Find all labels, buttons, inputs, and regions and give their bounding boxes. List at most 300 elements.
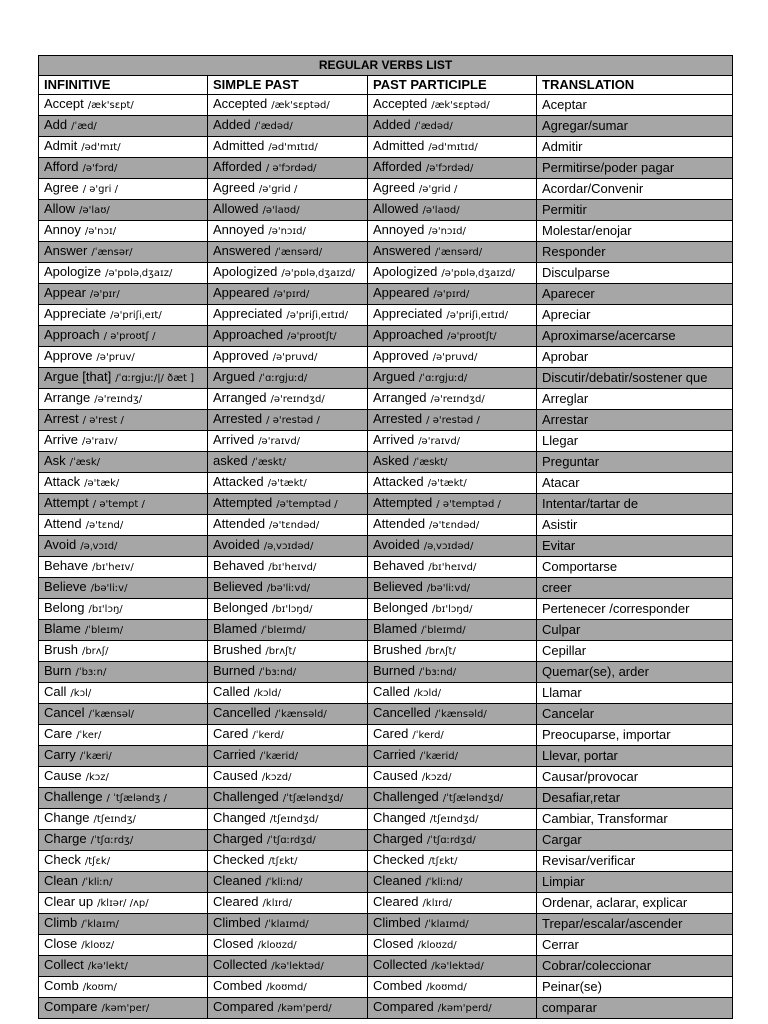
infinitive-cell <box>39 536 208 557</box>
past-participle-phonetic: /ə'pruvd/ <box>432 352 478 364</box>
infinitive-word: Brush <box>44 642 78 658</box>
infinitive-phonetic: /ˈɑːrgjuː/|/ ðæt ] <box>115 373 195 385</box>
infinitive-phonetic: /kloʊz/ <box>81 940 115 952</box>
simple-past-phonetic: /kɔzd/ <box>261 772 292 784</box>
table-row <box>39 95 733 116</box>
table-row <box>39 347 733 368</box>
simple-past-word: Combed <box>213 978 263 994</box>
simple-past-phonetic: /kə'lektəd/ <box>271 961 324 973</box>
simple-past-phonetic: /ˈɑːrgjuːd/ <box>258 373 308 385</box>
infinitive-cell <box>39 704 208 725</box>
simple-past-phonetic: /ə'reɪndʒd/ <box>270 394 325 406</box>
infinitive-phonetic: /əˌvɔɪd/ <box>80 541 118 553</box>
simple-past-cell <box>208 284 368 305</box>
past-participle-cell <box>368 599 537 620</box>
past-participle-word: Attacked <box>373 474 424 490</box>
infinitive-phonetic: /bɪ'heɪv/ <box>92 562 134 574</box>
infinitive-cell <box>39 578 208 599</box>
infinitive-word: Agree <box>44 180 79 196</box>
infinitive-word: Behave <box>44 558 89 574</box>
table-row <box>39 704 733 725</box>
past-participle-cell <box>368 914 537 935</box>
past-participle-phonetic: /kəm'perd/ <box>437 1003 492 1015</box>
infinitive-phonetic: /ə'tɛnd/ <box>85 520 124 532</box>
table-row <box>39 683 733 704</box>
simple-past-phonetic: /ˈbleɪmd/ <box>261 625 306 637</box>
infinitive-cell <box>39 242 208 263</box>
table-row <box>39 200 733 221</box>
infinitive-word: Cancel <box>44 705 85 721</box>
simple-past-phonetic: /kloʊzd/ <box>257 940 297 952</box>
infinitive-cell <box>39 851 208 872</box>
infinitive-word: Arrange <box>44 390 91 406</box>
infinitive-word: Attend <box>44 516 82 532</box>
translation-cell: Llevar, portar <box>537 746 733 767</box>
translation-cell: Limpiar <box>537 872 733 893</box>
simple-past-phonetic: /əd'mɪtɪd/ <box>268 142 318 154</box>
past-participle-cell <box>368 116 537 137</box>
past-participle-word: Annoyed <box>373 222 425 238</box>
infinitive-cell <box>39 746 208 767</box>
infinitive-cell <box>39 599 208 620</box>
simple-past-word: Burned <box>213 663 255 679</box>
simple-past-phonetic: /ˈædəd/ <box>254 121 293 133</box>
translation-cell: Cambiar, Transformar <box>537 809 733 830</box>
simple-past-phonetic: /ˈænsərd/ <box>274 247 323 259</box>
table-row <box>39 662 733 683</box>
header-translation: TRANSLATION <box>537 75 733 95</box>
past-participle-phonetic: /kɔzd/ <box>421 772 452 784</box>
translation-cell: Comportarse <box>537 557 733 578</box>
simple-past-phonetic: /ə'raɪvd/ <box>258 436 301 448</box>
simple-past-word: Caused <box>213 768 258 784</box>
infinitive-word: Clean <box>44 873 78 889</box>
table-row <box>39 158 733 179</box>
infinitive-word: Collect <box>44 957 84 973</box>
infinitive-cell <box>39 956 208 977</box>
infinitive-cell <box>39 95 208 116</box>
infinitive-phonetic: /ə'reɪndʒ/ <box>94 394 143 406</box>
translation-cell: Atacar <box>537 473 733 494</box>
infinitive-cell <box>39 641 208 662</box>
infinitive-word: Change <box>44 810 90 826</box>
simple-past-phonetic: /ˈklaɪmd/ <box>264 919 309 931</box>
table-row <box>39 935 733 956</box>
table-row <box>39 872 733 893</box>
translation-cell: Cepillar <box>537 641 733 662</box>
table-row <box>39 620 733 641</box>
past-participle-cell <box>368 956 537 977</box>
simple-past-cell <box>208 704 368 725</box>
infinitive-cell <box>39 410 208 431</box>
simple-past-word: Changed <box>213 810 266 826</box>
simple-past-phonetic: /ˈkænsəld/ <box>274 709 327 721</box>
simple-past-word: Called <box>213 684 250 700</box>
simple-past-word: Cleaned <box>213 873 262 889</box>
table-row <box>39 263 733 284</box>
infinitive-word: Annoy <box>44 222 81 238</box>
infinitive-word: Add <box>44 117 68 133</box>
past-participle-cell <box>368 263 537 284</box>
past-participle-cell <box>368 935 537 956</box>
infinitive-cell <box>39 158 208 179</box>
table-row <box>39 578 733 599</box>
simple-past-word: Checked <box>213 852 265 868</box>
past-participle-cell <box>368 704 537 725</box>
simple-past-word: asked <box>213 453 248 469</box>
translation-cell: Cargar <box>537 830 733 851</box>
past-participle-phonetic: /ˈkænsəld/ <box>434 709 487 721</box>
past-participle-cell <box>368 683 537 704</box>
past-participle-word: Burned <box>373 663 415 679</box>
simple-past-word: Arrested <box>213 411 263 427</box>
simple-past-phonetic: /əˌvɔɪdəd/ <box>263 541 314 553</box>
table-row <box>39 557 733 578</box>
simple-past-phonetic: /ə'pɪrd/ <box>273 289 310 301</box>
simple-past-word: Appreciated <box>213 306 283 322</box>
past-participle-cell <box>368 662 537 683</box>
infinitive-cell <box>39 368 208 389</box>
infinitive-cell <box>39 725 208 746</box>
infinitive-cell <box>39 872 208 893</box>
past-participle-phonetic: /ə'tækt/ <box>427 478 467 490</box>
past-participle-word: Answered <box>373 243 431 259</box>
past-participle-word: Brushed <box>373 642 422 658</box>
infinitive-phonetic: /ˈæsk/ <box>69 457 100 469</box>
simple-past-cell <box>208 536 368 557</box>
simple-past-word: Arrived <box>213 432 255 448</box>
table-row <box>39 473 733 494</box>
past-participle-word: Believed <box>373 579 423 595</box>
past-participle-phonetic: /ə'pɒləˌdʒaɪzd/ <box>441 268 515 280</box>
infinitive-word: Argue [that] <box>44 369 112 385</box>
infinitive-word: Ask <box>44 453 66 469</box>
simple-past-word: Accepted <box>213 96 268 112</box>
past-participle-phonetic: /kloʊzd/ <box>417 940 457 952</box>
infinitive-word: Climb <box>44 915 78 931</box>
simple-past-word: Approved <box>213 348 269 364</box>
simple-past-phonetic: /klɪrd/ <box>262 898 292 910</box>
past-participle-phonetic: /tʃeɪndʒd/ <box>429 814 479 826</box>
table-row <box>39 305 733 326</box>
simple-past-cell <box>208 158 368 179</box>
simple-past-cell <box>208 914 368 935</box>
simple-past-phonetic: /ˈkliːnd/ <box>265 877 303 889</box>
simple-past-phonetic: /ˈtʃæləndʒd/ <box>282 793 344 805</box>
past-participle-word: Cleaned <box>373 873 422 889</box>
past-participle-cell <box>368 242 537 263</box>
simple-past-phonetic: /ə'pruvd/ <box>272 352 318 364</box>
translation-cell: Asistir <box>537 515 733 536</box>
simple-past-cell <box>208 830 368 851</box>
past-participle-cell <box>368 830 537 851</box>
simple-past-phonetic: /ə'laʊd/ <box>262 205 300 217</box>
past-participle-phonetic: /ə'priʃiˌeɪtɪd/ <box>446 310 509 322</box>
simple-past-phonetic: /ə'temptəd / <box>276 499 338 511</box>
infinitive-word: Afford <box>44 159 79 175</box>
table-row <box>39 515 733 536</box>
simple-past-word: Charged <box>213 831 263 847</box>
translation-cell: Permitirse/poder pagar <box>537 158 733 179</box>
infinitive-phonetic: / ə'proʊtʃ / <box>103 331 156 343</box>
infinitive-word: Attack <box>44 474 81 490</box>
infinitive-word: Close <box>44 936 78 952</box>
past-participle-phonetic: /ˈænsərd/ <box>434 247 483 259</box>
simple-past-word: Argued <box>213 369 255 385</box>
translation-cell: Cobrar/coleccionar <box>537 956 733 977</box>
past-participle-phonetic: /tʃɛkt/ <box>428 856 458 868</box>
simple-past-phonetic: /æk'sɛptəd/ <box>271 100 330 112</box>
infinitive-phonetic: /kə'lekt/ <box>87 961 128 973</box>
past-participle-word: Cared <box>373 726 409 742</box>
translation-cell: Trepar/escalar/ascender <box>537 914 733 935</box>
infinitive-cell <box>39 683 208 704</box>
infinitive-cell <box>39 473 208 494</box>
past-participle-phonetic: / ə'restəd / <box>426 415 480 427</box>
past-participle-cell <box>368 746 537 767</box>
simple-past-word: Believed <box>213 579 263 595</box>
translation-cell: Preguntar <box>537 452 733 473</box>
infinitive-word: Appear <box>44 285 86 301</box>
past-participle-phonetic: /ə'reɪndʒd/ <box>430 394 485 406</box>
simple-past-cell <box>208 452 368 473</box>
table-row <box>39 179 733 200</box>
table-row <box>39 851 733 872</box>
past-participle-phonetic: /ə'nɔɪd/ <box>428 226 466 238</box>
simple-past-cell <box>208 641 368 662</box>
infinitive-word: Compare <box>44 999 98 1015</box>
past-participle-word: Approved <box>373 348 429 364</box>
infinitive-cell <box>39 914 208 935</box>
past-participle-word: Behaved <box>373 558 425 574</box>
past-participle-word: Agreed <box>373 180 415 196</box>
infinitive-phonetic: /ˈklaɪm/ <box>81 919 119 931</box>
past-participle-word: Collected <box>373 957 428 973</box>
table-row <box>39 452 733 473</box>
table-row <box>39 998 733 1019</box>
simple-past-word: Agreed <box>213 180 255 196</box>
table-row <box>39 389 733 410</box>
simple-past-word: Carried <box>213 747 256 763</box>
infinitive-phonetic: /bə'liːv/ <box>90 583 128 595</box>
past-participle-phonetic: /əd'mɪtɪd/ <box>428 142 478 154</box>
past-participle-cell <box>368 578 537 599</box>
simple-past-word: Attended <box>213 516 266 532</box>
header-infinitive: INFINITIVE <box>39 75 208 95</box>
simple-past-phonetic: /brʌʃt/ <box>265 646 296 658</box>
past-participle-cell <box>368 767 537 788</box>
translation-cell: Aprobar <box>537 347 733 368</box>
past-participle-phonetic: /əˌvɔɪdəd/ <box>423 541 474 553</box>
simple-past-cell <box>208 725 368 746</box>
infinitive-cell <box>39 935 208 956</box>
infinitive-phonetic: /brʌʃ/ <box>81 646 109 658</box>
table-row <box>39 809 733 830</box>
simple-past-cell <box>208 347 368 368</box>
infinitive-phonetic: /ə'raɪv/ <box>81 436 118 448</box>
simple-past-phonetic: /ə'grid / <box>258 184 298 196</box>
simple-past-cell <box>208 557 368 578</box>
infinitive-cell <box>39 347 208 368</box>
past-participle-phonetic: /koʊmd/ <box>426 982 467 994</box>
infinitive-word: Believe <box>44 579 87 595</box>
infinitive-phonetic: /ə'tæk/ <box>84 478 120 490</box>
simple-past-phonetic: / ə'fɔrdəd/ <box>265 163 317 175</box>
infinitive-word: Cause <box>44 768 82 784</box>
infinitive-phonetic: /kəm'per/ <box>101 1003 150 1015</box>
past-participle-phonetic: /bɪ'lɔŋd/ <box>431 604 473 616</box>
simple-past-word: Afforded <box>213 159 262 175</box>
infinitive-phonetic: /ˈtʃɑːrdʒ/ <box>90 835 134 847</box>
simple-past-word: Cared <box>213 726 249 742</box>
infinitive-phonetic: /ˈbleɪm/ <box>84 625 124 637</box>
infinitive-phonetic: /kɔl/ <box>70 688 92 700</box>
translation-cell: Apreciar <box>537 305 733 326</box>
past-participle-phonetic: / ə'temptəd / <box>436 499 501 511</box>
simple-past-phonetic: /ə'proʊtʃt/ <box>287 331 337 343</box>
infinitive-cell <box>39 221 208 242</box>
past-participle-phonetic: /kə'lektəd/ <box>431 961 484 973</box>
infinitive-phonetic: /əd'mɪt/ <box>81 142 121 154</box>
simple-past-cell <box>208 851 368 872</box>
simple-past-cell <box>208 263 368 284</box>
infinitive-word: Carry <box>44 747 76 763</box>
infinitive-phonetic: /ˈænsər/ <box>91 247 133 259</box>
past-participle-cell <box>368 620 537 641</box>
infinitive-phonetic: /ˈbɜːn/ <box>75 667 107 679</box>
past-participle-word: Approached <box>373 327 444 343</box>
past-participle-word: Asked <box>373 453 410 469</box>
translation-cell: Aparecer <box>537 284 733 305</box>
past-participle-phonetic: /ə'proʊtʃt/ <box>447 331 497 343</box>
translation-cell: creer <box>537 578 733 599</box>
past-participle-cell <box>368 515 537 536</box>
past-participle-word: Climbed <box>373 915 421 931</box>
table-row <box>39 242 733 263</box>
simple-past-cell <box>208 683 368 704</box>
translation-cell: Intentar/tartar de <box>537 494 733 515</box>
past-participle-word: Attempted <box>373 495 433 511</box>
infinitive-phonetic: /tʃɛk/ <box>84 856 111 868</box>
past-participle-word: Cancelled <box>373 705 431 721</box>
past-participle-phonetic: /kɔld/ <box>413 688 442 700</box>
translation-cell: Llamar <box>537 683 733 704</box>
table-row <box>39 431 733 452</box>
simple-past-phonetic: /koʊmd/ <box>266 982 307 994</box>
past-participle-phonetic: /ˈɑːrgjuːd/ <box>418 373 468 385</box>
past-participle-phonetic: /ˈtʃæləndʒd/ <box>442 793 504 805</box>
simple-past-word: Closed <box>213 936 254 952</box>
infinitive-phonetic: /ə'priʃiˌeɪt/ <box>110 310 162 322</box>
table-row <box>39 767 733 788</box>
past-participle-phonetic: /brʌʃt/ <box>425 646 456 658</box>
simple-past-phonetic: / ə'restəd / <box>266 415 320 427</box>
infinitive-phonetic: /klɪər/ /ʌp/ <box>97 898 149 910</box>
infinitive-phonetic: /kɔz/ <box>85 772 109 784</box>
infinitive-word: Check <box>44 852 81 868</box>
table-row <box>39 746 733 767</box>
infinitive-phonetic: /bɪ'lɔŋ/ <box>88 604 123 616</box>
past-participle-phonetic: /ˈkerd/ <box>412 730 444 742</box>
simple-past-cell <box>208 746 368 767</box>
simple-past-phonetic: /bɪ'heɪvd/ <box>268 562 317 574</box>
past-participle-cell <box>368 179 537 200</box>
past-participle-word: Combed <box>373 978 423 994</box>
simple-past-word: Annoyed <box>213 222 265 238</box>
infinitive-phonetic: / ˈtʃæləndʒ / <box>106 793 167 805</box>
simple-past-word: Blamed <box>213 621 258 637</box>
simple-past-cell <box>208 95 368 116</box>
past-participle-phonetic: /ˈklaɪmd/ <box>424 919 469 931</box>
past-participle-word: Apologized <box>373 264 438 280</box>
infinitive-cell <box>39 830 208 851</box>
translation-cell: Peinar(se) <box>537 977 733 998</box>
table-row <box>39 725 733 746</box>
simple-past-phonetic: /ˈkerd/ <box>252 730 284 742</box>
translation-cell: Molestar/enojar <box>537 221 733 242</box>
infinitive-cell <box>39 557 208 578</box>
simple-past-word: Approached <box>213 327 284 343</box>
past-participle-cell <box>368 641 537 662</box>
infinitive-phonetic: /ə'pɒləˌdʒaɪz/ <box>105 268 173 280</box>
past-participle-cell <box>368 284 537 305</box>
simple-past-cell <box>208 473 368 494</box>
simple-past-cell <box>208 116 368 137</box>
table-row <box>39 221 733 242</box>
past-participle-word: Charged <box>373 831 423 847</box>
simple-past-phonetic: /kəm'perd/ <box>277 1003 332 1015</box>
past-participle-word: Called <box>373 684 410 700</box>
infinitive-cell <box>39 389 208 410</box>
past-participle-word: Changed <box>373 810 426 826</box>
infinitive-word: Clear up <box>44 894 94 910</box>
infinitive-phonetic: / ə'tempt / <box>92 499 145 511</box>
past-participle-word: Admitted <box>373 138 425 154</box>
simple-past-word: Arranged <box>213 390 267 406</box>
translation-cell: Preocuparse, importar <box>537 725 733 746</box>
past-participle-cell <box>368 221 537 242</box>
infinitive-cell <box>39 620 208 641</box>
past-participle-word: Belonged <box>373 600 428 616</box>
translation-cell: Quemar(se), arder <box>537 662 733 683</box>
past-participle-cell <box>368 473 537 494</box>
past-participle-word: Accepted <box>373 96 428 112</box>
infinitive-word: Apologize <box>44 264 102 280</box>
verb-rows <box>39 95 733 1019</box>
infinitive-word: Belong <box>44 600 85 616</box>
infinitive-phonetic: /ə'nɔɪ/ <box>84 226 117 238</box>
past-participle-phonetic: /bɪ'heɪvd/ <box>428 562 477 574</box>
simple-past-phonetic: /ə'tækt/ <box>267 478 307 490</box>
simple-past-word: Collected <box>213 957 268 973</box>
simple-past-word: Behaved <box>213 558 265 574</box>
past-participle-phonetic: /ˈkærid/ <box>419 751 458 763</box>
simple-past-cell <box>208 767 368 788</box>
simple-past-cell <box>208 410 368 431</box>
infinitive-phonetic: /ə'pruv/ <box>96 352 135 364</box>
infinitive-word: Accept <box>44 96 84 112</box>
simple-past-phonetic: /ə'priʃiˌeɪtɪd/ <box>286 310 349 322</box>
past-participle-cell <box>368 368 537 389</box>
simple-past-word: Compared <box>213 999 274 1015</box>
simple-past-cell <box>208 809 368 830</box>
past-participle-phonetic: /ə'pɪrd/ <box>433 289 470 301</box>
past-participle-word: Attended <box>373 516 426 532</box>
simple-past-word: Belonged <box>213 600 268 616</box>
infinitive-phonetic: /ˈkæri/ <box>79 751 112 763</box>
simple-past-word: Apologized <box>213 264 278 280</box>
infinitive-phonetic: /ˈkliːn/ <box>81 877 113 889</box>
